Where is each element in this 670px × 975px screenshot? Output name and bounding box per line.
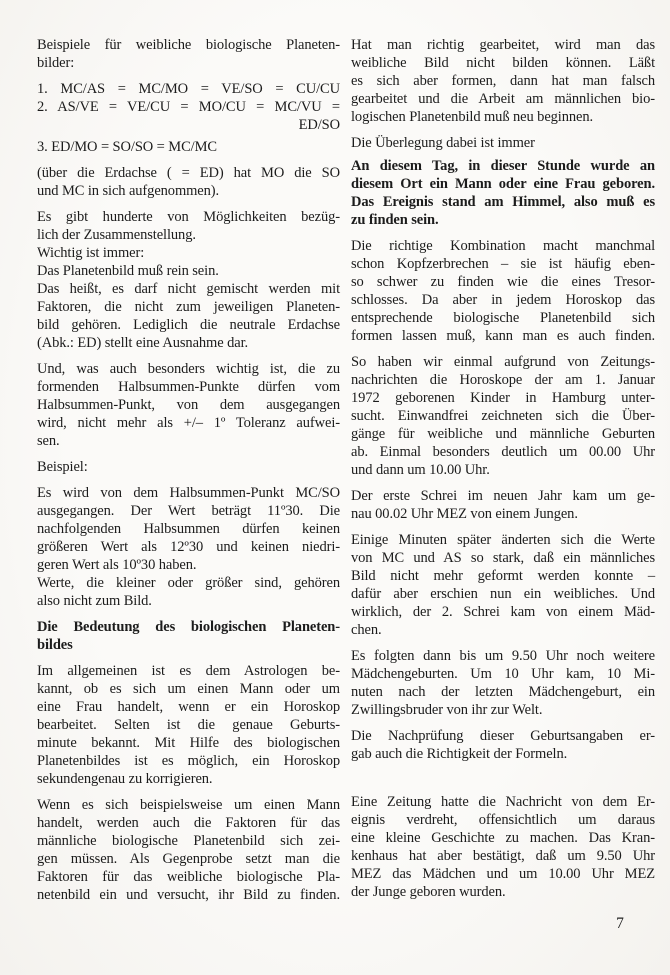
paragraph [37, 360, 340, 450]
right-text-column [351, 36, 655, 901]
text-line: Das Planetenbild muß rein sein. [37, 263, 219, 279]
text-line: bilder: [37, 55, 75, 71]
text-line: Bild nicht mehr geformt werden konnte – [351, 568, 655, 584]
text-line: Die Nachprüfung dieser Geburtsangaben er- [351, 728, 655, 744]
text-line: diesem Ort ein Mann oder eine Frau geboren. [351, 176, 655, 192]
paragraph [37, 164, 340, 200]
text-line: Es folgten dann bis um 9.50 Uhr noch weitere [351, 648, 655, 664]
text-line: Der erste Schrei im neuen Jahr kam um ge- [351, 488, 655, 504]
text-line: 2. AS/VE = VE/CU = MO/CU = MC/VU = [37, 99, 340, 115]
text-line: geren Wert als 10º30 haben. [37, 557, 197, 573]
paragraph [351, 727, 655, 763]
text-line: So haben wir einmal aufgrund von Zeitungs- [351, 354, 655, 370]
text-line: ab. Einmal besonders deutlich um 00.00 Uhr [351, 444, 655, 460]
text-line: Faktoren, die nicht zum jeweiligen Planeten- [37, 299, 340, 315]
text-line: zu finden sein. [351, 212, 439, 228]
text-line: der Junge geboren wurden. [351, 884, 506, 900]
text-line: also nicht zum Bild. [37, 593, 152, 609]
paragraph [37, 458, 340, 476]
paragraph [351, 647, 655, 719]
text-line: handelt, werden auch die Faktoren für das [37, 815, 340, 831]
text-line: Das heißt, es darf nicht gemischt werden mit [37, 281, 340, 297]
text-line: größeren Wert als 12º30 und keinen niedri- [37, 539, 340, 555]
text-line: formen lassen muß, kann man es auch finden. [351, 328, 655, 344]
text-line: ausgegangen. Der Wert beträgt 11º30. Die [37, 503, 340, 519]
text-line: kannt, ob es sich um einen Mann oder um [37, 681, 340, 697]
text-line: Und, was auch besonders wichtig ist, die zu [37, 361, 340, 377]
text-line: Es wird von dem Halbsummen-Punkt MC/SO [37, 485, 340, 501]
text-line: gearbeitet und die Arbeit am männlichen bio- [351, 91, 655, 107]
text-line: 1. MC/AS = MC/MO = VE/SO = CU/CU [37, 81, 340, 97]
text-line: weibliche Bild nicht bilden können. Läßt [351, 55, 655, 71]
text-line: und dann um 10.00 Uhr. [351, 462, 490, 478]
text-line: gab auch die Richtigkeit der Formeln. [351, 746, 568, 762]
text-line: wird, nicht mehr als +/– 1º Toleranz aufwei- [37, 415, 340, 431]
text-line: logischen Planetenbild muß neu beginnen. [351, 109, 594, 125]
text-line: Einige Minuten später änderten sich die Werte [351, 532, 655, 548]
text-line: bildes [37, 637, 73, 653]
text-line: dafür aber erschien nun ein weibliches. Und [351, 586, 655, 602]
bold-paragraph [351, 157, 655, 229]
paragraph [351, 793, 655, 901]
text-line: nau 00.02 Uhr MEZ von einem Jungen. [351, 506, 578, 522]
paragraph [351, 36, 655, 126]
paragraph [37, 662, 340, 788]
text-line: nuten nach der letzten Mädchengeburt, ein [351, 684, 655, 700]
text-line: gen müssen. Als Gegenprobe setzt man die [37, 851, 340, 867]
text-line: An diesem Tag, in dieser Stunde wurde an [351, 158, 655, 174]
text-line: bild gehören. Lediglich die neutrale Erdachse [37, 317, 340, 333]
paragraph [351, 134, 655, 152]
text-line: entsprechende biologische Planetenbild sich [351, 310, 655, 326]
paragraph [351, 487, 655, 523]
text-line: schon Kopfzerbrechen – sie ist häufig eben- [351, 256, 655, 272]
text-line: Die Überlegung dabei ist immer [351, 135, 535, 151]
text-line: netenbild ein und versucht, ihr Bild zu finden. [37, 887, 340, 903]
text-line: formenden Halbsummen-Punkte dürfen vom [37, 379, 340, 395]
left-text-column [37, 36, 340, 904]
text-line: Wenn es sich beispielsweise um einen Mann [37, 797, 340, 813]
paragraph [37, 80, 340, 156]
text-line: Beispiel: [37, 459, 88, 475]
bold-paragraph [37, 618, 340, 654]
text-line: eine Frau handelt, wenn er ein Horoskop [37, 699, 340, 715]
text-line: Hat man richtig gearbeitet, wird man das [351, 37, 655, 53]
text-line: 3. ED/MO = SO/SO = MC/MC [37, 139, 217, 155]
paragraph [37, 36, 340, 72]
text-line: Die richtige Kombination macht manchmal [351, 238, 655, 254]
text-line: und MC in sich aufgenommen). [37, 183, 220, 199]
text-line: Die Bedeutung des biologischen Planeten- [37, 619, 340, 635]
text-line: minute bekannt. Mit Hilfe des biologischen [37, 735, 340, 751]
text-line: Das Ereignis stand am Himmel, also muß es [351, 194, 655, 210]
text-line: kenhaus hat aber bestätigt, daß um 9.50 Uhr [351, 848, 655, 864]
text-line: bearbeitet. Selten ist die genaue Geburts- [37, 717, 340, 733]
text-line: Halbsummen-Punkt, von dem ausgegangen [37, 397, 340, 413]
text-line: Beispiele für weibliche biologische Planeten- [37, 37, 340, 53]
text-line: sucht. Einwandfrei zeichneten sich die Über- [351, 408, 655, 424]
text-line: (über die Erdachse ( = ED) hat MO die SO [37, 165, 340, 181]
text-line: eignis verdreht, offensichtlich um daraus [351, 812, 655, 828]
text-line: wirklich, der 2. Schrei kam von einem Mäd- [351, 604, 655, 620]
text-line: Wichtig ist immer: [37, 245, 145, 261]
paragraph [351, 353, 655, 479]
text-line: Planetenbildes ist es möglich, ein Horoskop [37, 753, 340, 769]
text-line: so schwer zu finden wie die eines Tresor- [351, 274, 655, 290]
paragraph [37, 208, 340, 352]
text-line: Werte, die kleiner oder größer sind, gehören [37, 575, 340, 591]
text-line: schlosses. Da aber in jedem Horoskop das [351, 292, 655, 308]
paragraph [37, 484, 340, 610]
text-line: von MC und AS so stark, daß ein männliches [351, 550, 655, 566]
text-line: eine kleine Geschichte zu machen. Das Kran- [351, 830, 655, 846]
text-line: Im allgemeinen ist es dem Astrologen be- [37, 663, 340, 679]
text-line: 1972 geborenen Kinder in Hamburg unter- [351, 390, 655, 406]
text-line: Zwillingsbruder von ihr zur Welt. [351, 702, 543, 718]
text-line: sen. [37, 433, 60, 449]
text-line: MEZ das Mädchen und um 10.00 Uhr MEZ [351, 866, 655, 882]
text-line: es sich aber formen, dann hat man falsch [351, 73, 655, 89]
text-line: Eine Zeitung hatte die Nachricht von dem Er- [351, 794, 655, 810]
text-line: sekundengenau zu korrigieren. [37, 771, 213, 787]
paragraph [351, 531, 655, 639]
paragraph [37, 796, 340, 904]
text-line: Faktoren für das weibliche biologische Pla- [37, 869, 340, 885]
text-line: gänge für weibliche und männliche Geburten [351, 426, 655, 442]
paragraph [351, 237, 655, 345]
text-line: Mädchengeburten. Um 10 Uhr kam, 10 Mi- [351, 666, 655, 682]
text-line: (Abk.: ED) stellt eine Ausnahme dar. [37, 335, 249, 351]
page-number: 7 [616, 915, 624, 932]
text-line: Es gibt hunderte von Möglichkeiten bezüg- [37, 209, 340, 225]
text-line: ED/SO [298, 117, 340, 133]
text-line: nachrichten die Horoskope der am 1. Januar [351, 372, 655, 388]
text-line: chen. [351, 622, 382, 638]
text-line: nachfolgenden Halbsummen dürfen keinen [37, 521, 340, 537]
text-line: männliche biologische Planetenbild sich zei- [37, 833, 340, 849]
text-line: lich der Zusammenstellung. [37, 227, 196, 243]
